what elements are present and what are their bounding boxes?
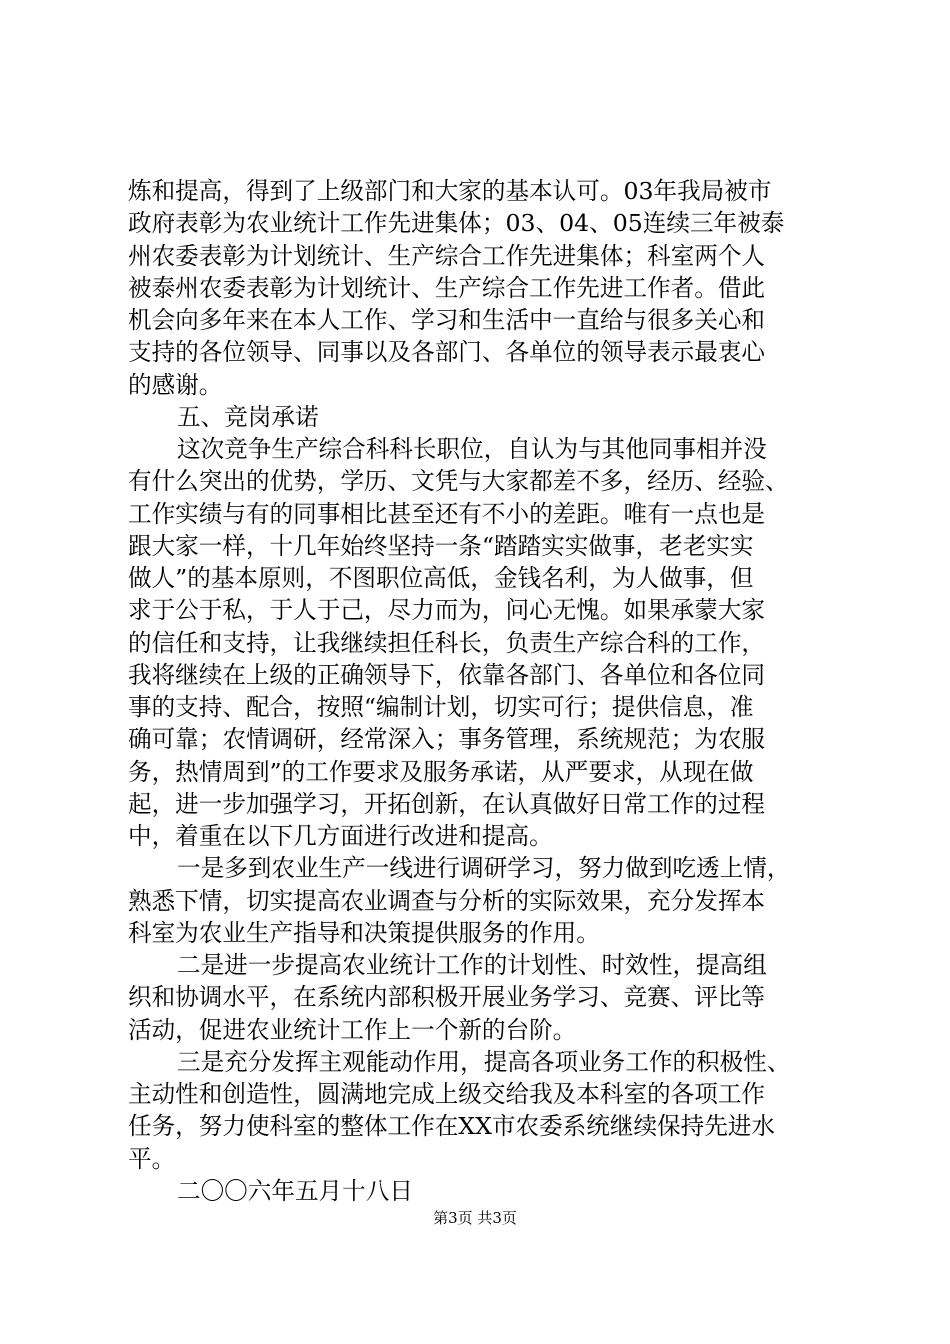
text-line: 炼和提高，得到了上级部门和大家的基本认可。03年我局被市 — [128, 177, 772, 205]
section-heading: 五、竞岗承诺 — [177, 402, 319, 431]
text-line: 求于公于私，于人于己，尽力而为，问心无愧。如果承蒙大家 — [128, 596, 766, 625]
text-line: 政府表彰为农业统计工作先进集体；03、04、05连续三年被泰 — [128, 209, 785, 238]
text-line: 三是充分发挥主观能动作用，提高各项业务工作的积极性、 — [177, 1047, 791, 1076]
text-line: 机会向多年来在本人工作、学习和生活中一直给与很多关心和 — [128, 306, 766, 335]
text-line: 我将继续在上级的正确领导下，依靠各部门、各单位和各位同 — [128, 660, 766, 689]
text-line: 中，着重在以下几方面进行改进和提高。 — [128, 822, 553, 851]
text-line: 跟大家一样，十几年始终坚持一条“踏踏实实做事，老老实实 — [128, 531, 754, 560]
text-line: 熟悉下情，切实提高农业调查与分析的实际效果，充分发挥本 — [128, 886, 766, 915]
text-line: 务，热情周到”的工作要求及服务承诺，从严要求，从现在做 — [128, 757, 754, 786]
text-line: 的感谢。 — [128, 370, 223, 399]
text-line: 织和协调水平，在系统内部积极开展业务学习、竞赛、评比等 — [128, 983, 766, 1012]
text-line: 一是多到农业生产一线进行调研学习，努力做到吃透上情， — [177, 854, 791, 883]
text-line: 确可靠；农情调研，经常深入；事务管理，系统规范；为农服 — [128, 725, 766, 754]
text-line: 的信任和支持，让我继续担任科长，负责生产综合科的工作， — [128, 628, 766, 657]
text-line: 二是进一步提高农业统计工作的计划性、时效性，提高组 — [177, 951, 767, 980]
text-line: 这次竞争生产综合科科长职位，自认为与其他同事相并没 — [177, 435, 767, 464]
text-line: 任务，努力使科室的整体工作在XX市农委系统继续保持先进水 — [128, 1112, 776, 1141]
text-line: 活动，促进农业统计工作上一个新的台阶。 — [128, 1015, 577, 1044]
text-line: 起，进一步加强学习，开拓创新，在认真做好日常工作的过程 — [128, 789, 766, 818]
text-line: 支持的各位领导、同事以及各部门、各单位的领导表示最衷心 — [128, 338, 766, 367]
text-line: 被泰州农委表彰为计划统计、生产综合工作先进工作者。借此 — [128, 273, 766, 302]
text-line: 做人”的基本原则，不图职位高低，金钱名利，为人做事，但 — [128, 564, 754, 593]
text-line: 主动性和创造性，圆满地完成上级交给我及本科室的各项工作 — [128, 1080, 766, 1109]
text-line: 平。 — [128, 1144, 176, 1173]
date-line: 二〇〇六年五月十八日 — [177, 1177, 413, 1205]
text-line: 科室为农业生产指导和决策提供服务的作用。 — [128, 918, 600, 947]
page-footer: 第3页 共3页 — [433, 1209, 517, 1227]
text-line: 有什么突出的优势，学历、文凭与大家都差不多，经历、经验、 — [128, 467, 789, 496]
text-line: 事的支持、配合，按照“编制计划，切实可行；提供信息，准 — [128, 693, 754, 722]
text-line: 工作实绩与有的同事相比甚至还有不小的差距。唯有一点也是 — [128, 499, 766, 528]
text-line: 州农委表彰为计划统计、生产综合工作先进集体；科室两个人 — [128, 241, 766, 270]
